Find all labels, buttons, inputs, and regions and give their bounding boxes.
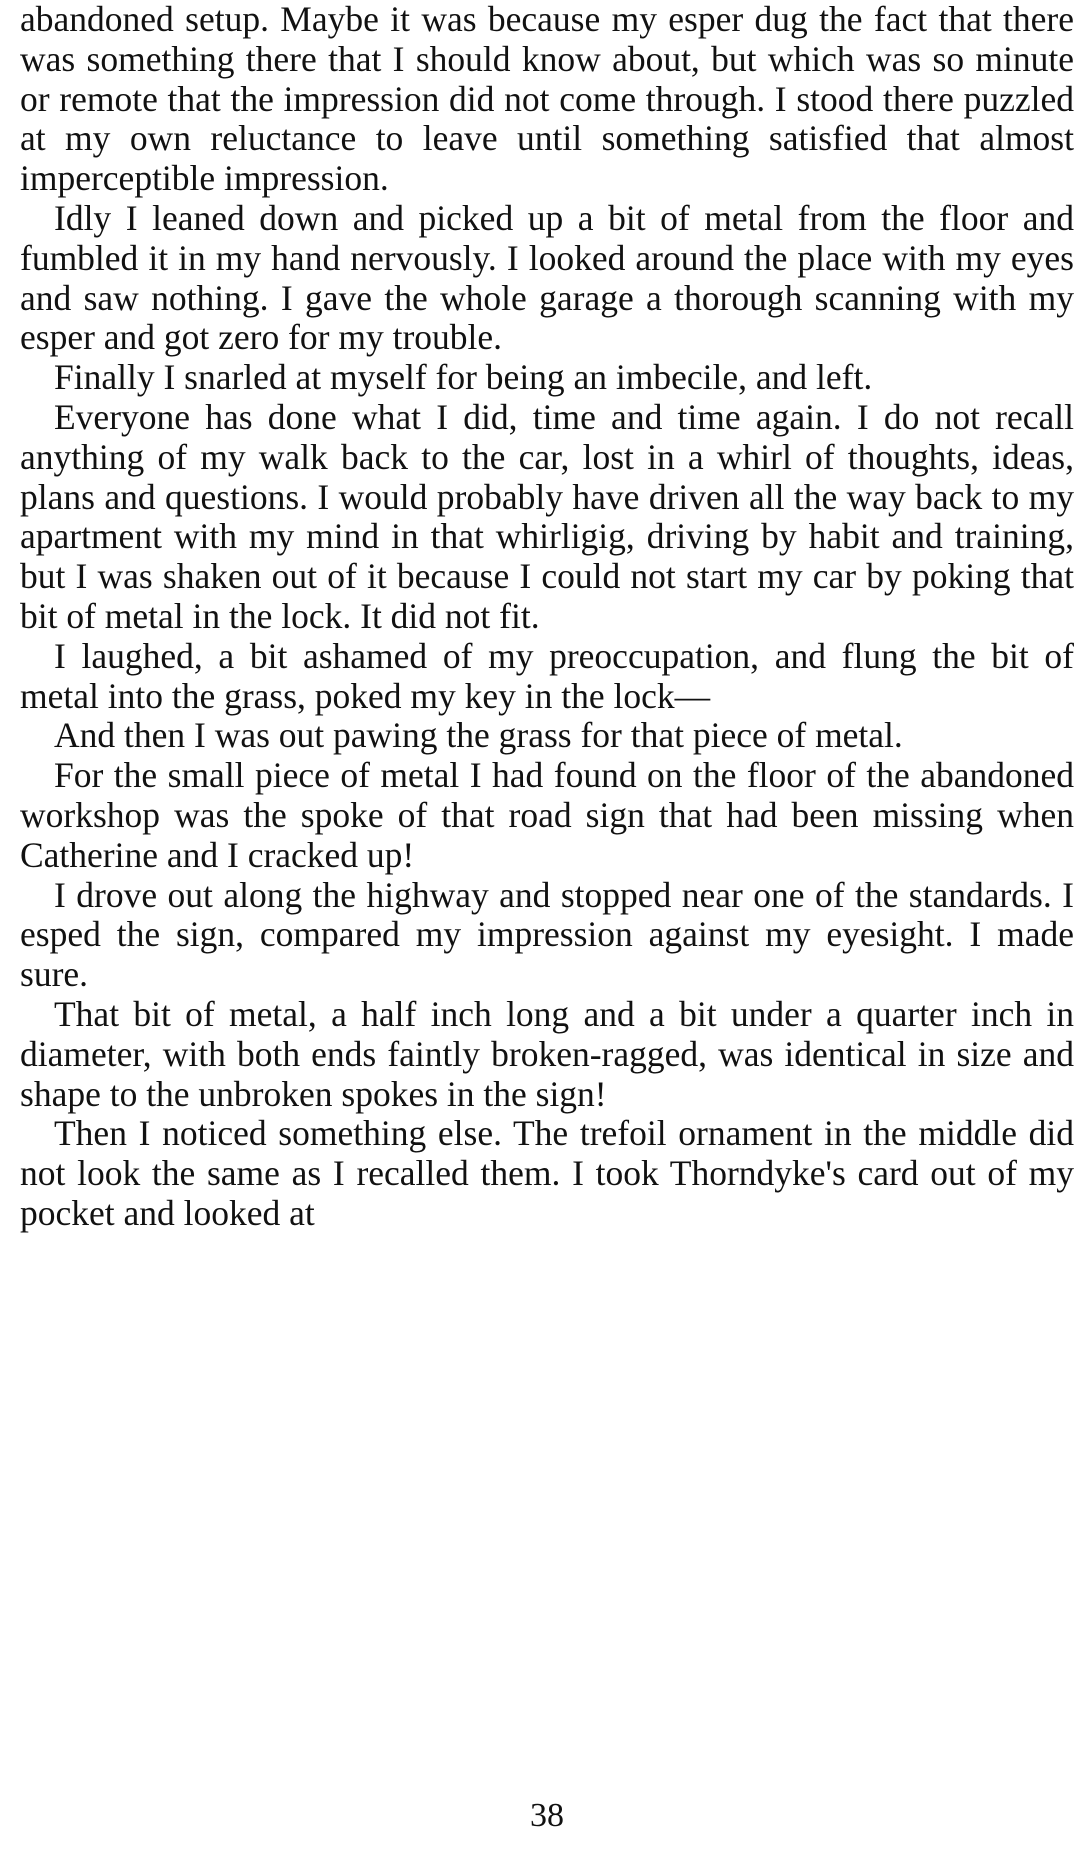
paragraph-1: abandoned setup. Maybe it was because my esper dug the fact that there was something there that I should know about, but which was so minute or remote that the impression did not come through. I stood there puzzled at my own reluctance to leave until something satisfied that almost imperceptible impression. xyxy=(20,0,1074,199)
paragraph-3: Finally I snarled at myself for being an imbecile, and left. xyxy=(54,357,873,398)
paragraph-8: I drove out along the highway and stopped near one of the standards. I esped the sign, compared my impression against my eyesight. I made sure. xyxy=(20,874,1074,995)
body-text xyxy=(20,0,1074,1234)
paragraph-10: Then I noticed something else. The trefoil ornament in the middle did not look the same as I recalled them. I took Thorndyke's card out of my pocket and looked at xyxy=(20,1113,1074,1233)
paragraph-5: I laughed, a bit ashamed of my preoccupation, and flung the bit of metal into the grass, poked my key in the lock— xyxy=(20,635,1074,716)
book-page xyxy=(20,0,1074,1849)
paragraph-7: For the small piece of metal I had found on the floor of the abandoned workshop was the spoke of that road sign that had been missing when Catherine and I cracked up! xyxy=(20,755,1074,875)
paragraph-6: And then I was out pawing the grass for that piece of metal. xyxy=(54,715,903,756)
paragraph-4: Everyone has done what I did, time and time again. I do not recall anything of my walk back to the car, lost in a whirl of thoughts, ideas, plans and questions. I would probably have driven all the way back to my apartment with my mind in that whirligig, driving by habit and training, but I was shaken out of it because I could not start my car by poking that bit of metal in the lock. It did not fit. xyxy=(20,396,1074,636)
paragraph-2: Idly I leaned down and picked up a bit of metal from the floor and fumbled it in my hand nervously. I looked around the place with my eyes and saw nothing. I gave the whole garage a thorough scanning with my esper and got zero for my trouble. xyxy=(20,197,1074,358)
page-number: 38 xyxy=(530,1797,564,1834)
paragraph-9: That bit of metal, a half inch long and a bit under a quarter inch in diameter, with both ends faintly broken-ragged, was identical in size and shape to the unbroken spokes in the sign! xyxy=(20,993,1074,1114)
